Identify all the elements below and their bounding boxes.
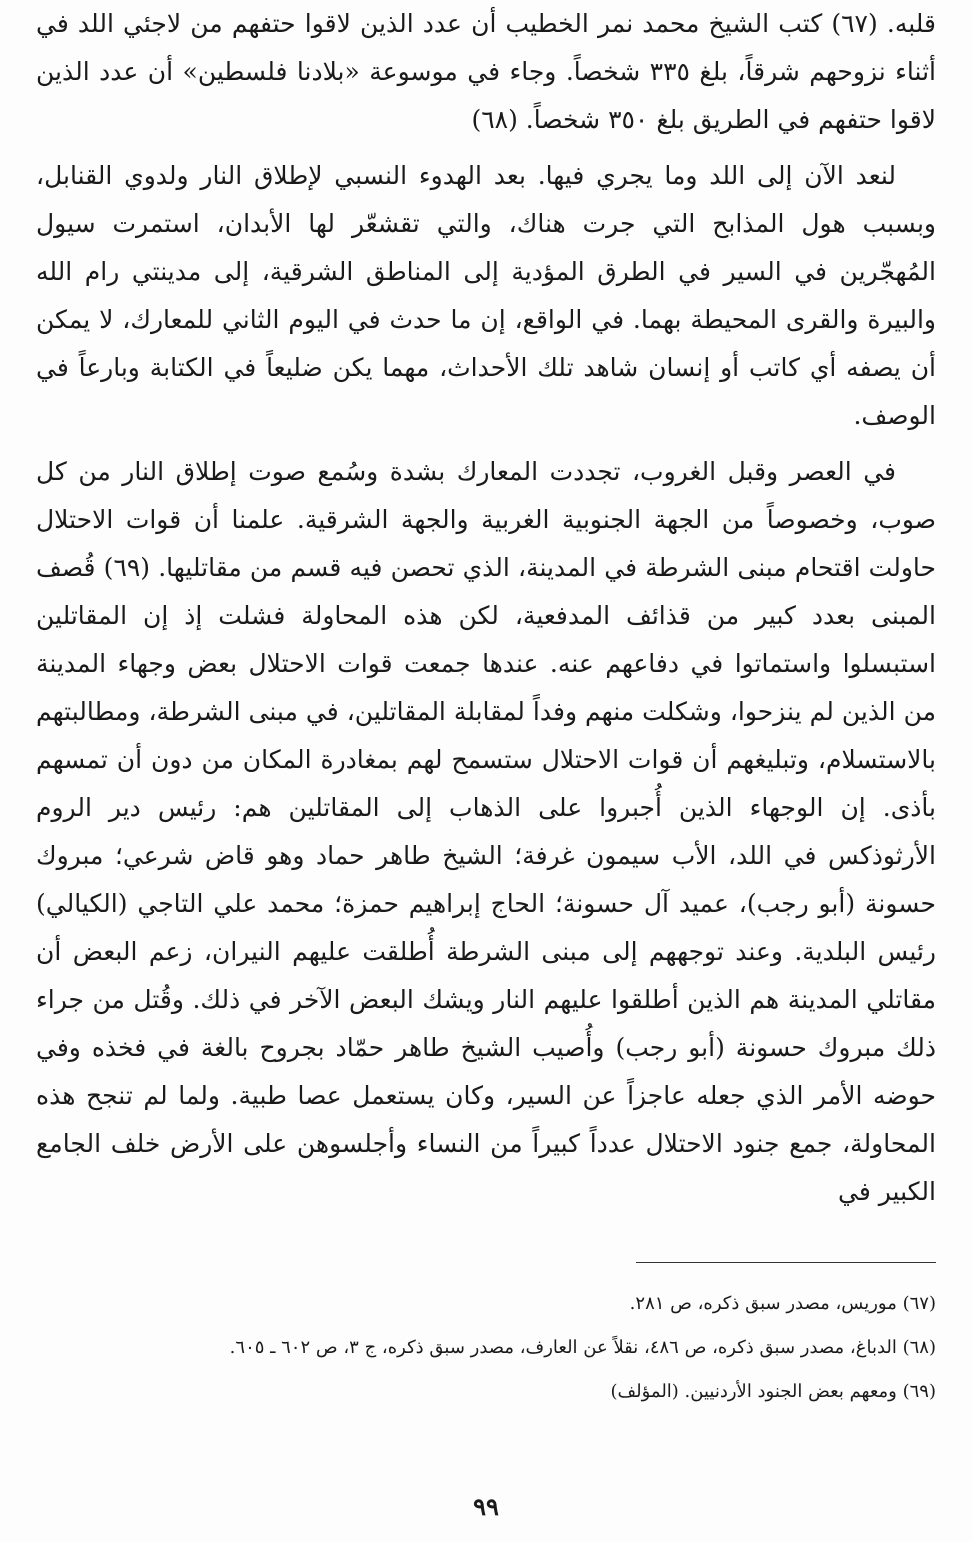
footnote-68: (٦٨) الدباغ، مصدر سبق ذكره، ص ٤٨٦، نقلاً عن العارف، مصدر سبق ذكره، ج ٣، ص ٦٠٢ ـ ٦٠٥. (229, 1337, 936, 1358)
footnotes (36, 1285, 936, 1417)
paragraph-2: لنعد الآن إلى اللد وما يجري فيها. بعد الهدوء النسبي لإطلاق النار ولدوي القنابل، وبسبب هول المذابح التي جرت هناك، والتي تقشعّر لها الأبدان، استمرت سيول المُهجّرين في السير في الطرق المؤدية إلى المناطق الشرقية، إلى مدينتي رام الله والبيرة والقرى المحيطة بهما. في الواقع، إن ما حدث في اليوم الثاني للمعارك، لا يمكن أن يصفه أي كاتب أو إنسان شاهد تلك الأحداث، مهما يكن ضليعاً في الكتابة وبارعاً في الوصف. (36, 161, 936, 430)
footnote-divider (636, 1262, 936, 1263)
paragraph-3: في العصر وقبل الغروب، تجددت المعارك بشدة وسُمع صوت إطلاق النار من كل صوب، وخصوصاً من الجهة الجنوبية الغربية والجهة الشرقية. علمنا أن قوات الاحتلال حاولت اقتحام مبنى الشرطة في المدينة، الذي تحصن فيه قسم من مقاتليها. (٦٩) قُصف المبنى بعدد كبير من قذائف المدفعية، لكن هذه المحاولة فشلت إذ إن المقاتلين استبسلوا واستماتوا في دفاعهم عنه. عندها جمعت قوات الاحتلال بعض وجهاء المدينة من الذين لم ينزحوا، وشكلت منهم وفداً لمقابلة المقاتلين، في مبنى الشرطة، ومطالبتهم بالاستسلام، وتبليغهم أن قوات الاحتلال ستسمح لهم بمغادرة المكان من دون أن تمسهم بأذى. إن الوجهاء الذين أُجبروا على الذهاب إلى المقاتلين هم: رئيس دير الروم الأرثوذكس في اللد، الأب سيمون غرفة؛ الشيخ طاهر حماد وهو قاض شرعي؛ مبروك حسونة (أبو رجب)، عميد آل حسونة؛ الحاج إبراهيم حمزة؛ محمد علي التاجي (الكيالي) رئيس البلدية. وعند توجههم إلى مبنى الشرطة أُطلقت عليهم النيران، زعم البعض أن مقاتلي المدينة هم الذين أطلقوا عليهم النار ويشك البعض الآخر في ذلك. وقُتل من جراء ذلك مبروك حسونة (أبو رجب) وأُصيب الشيخ طاهر حمّاد بجروح بالغة في فخذه وفي حوضه الأمر الذي جعله عاجزاً عن السير، وكان يستعمل عصا طبية. ولما لم تنجح هذه المحاولة، جمع جنود الاحتلال عدداً كبيراً من النساء وأجلسوهن على الأرض خلف الجامع الكبير في (36, 457, 936, 1206)
paragraph-1: قلبه. (٦٧) كتب الشيخ محمد نمر الخطيب أن عدد الذين لاقوا حتفهم من لاجئي اللد في أثناء نزوحهم شرقاً، بلغ ٣٣٥ شخصاً. وجاء في موسوعة «بلادنا فلسطين» أن عدد الذين لاقوا حتفهم في الطريق بلغ ٣٥٠ شخصاً. (٦٨) (36, 9, 937, 134)
footnote-67: (٦٧) موريس، مصدر سبق ذكره، ص ٢٨١. (629, 1293, 936, 1314)
page-number: ٩٩ (473, 1492, 499, 1521)
body-text (36, 0, 936, 1216)
footnote-69: (٦٩) ومعهم بعض الجنود الأردنيين. (المؤلف) (610, 1381, 936, 1402)
